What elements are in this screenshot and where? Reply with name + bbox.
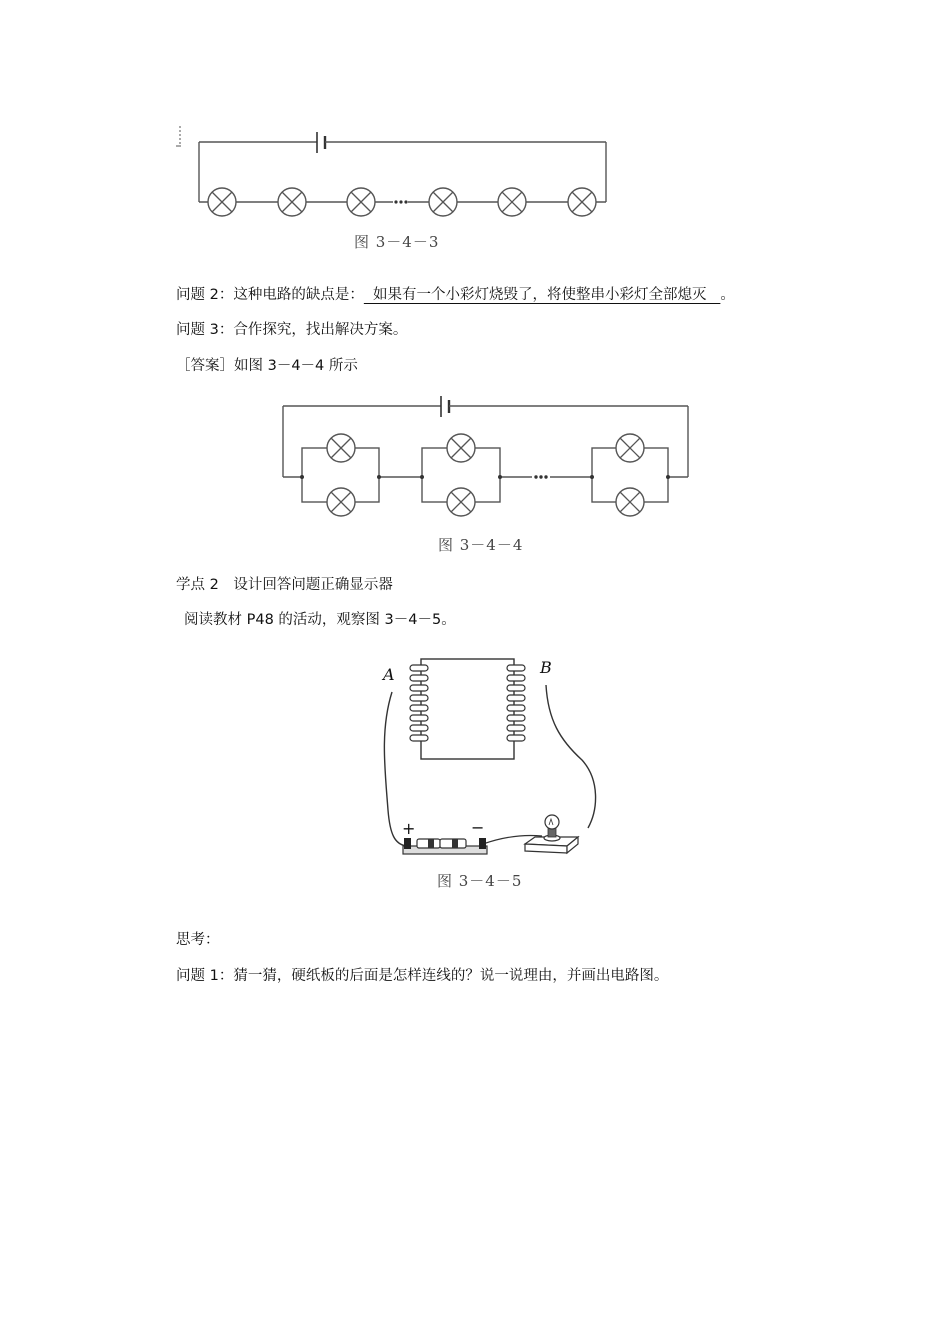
positive-sign: + <box>402 819 416 838</box>
lamp-icon <box>616 434 644 462</box>
cardboard <box>421 659 514 759</box>
figure-3-4-4 <box>0 390 950 560</box>
lamp-icon <box>429 188 457 216</box>
series-circuit-diagram <box>0 0 950 260</box>
figure-caption: 图 3－4－5 <box>437 872 523 890</box>
terminal-label-a: A <box>383 665 395 684</box>
question-2-answer: 如果有一个小彩灯烧毁了，将使整串小彩灯全部熄灭 <box>363 287 721 303</box>
lamp-icon <box>498 188 526 216</box>
wire-b <box>546 685 596 828</box>
question-2-prefix: 问题 2：这种电路的缺点是： <box>176 287 364 303</box>
question-2 <box>176 286 735 304</box>
lamp-icon <box>278 188 306 216</box>
question-2-suffix: 。 <box>720 287 735 303</box>
figure-caption: 图 3－4－4 <box>438 536 524 554</box>
lamp-icon <box>616 488 644 516</box>
lamp-icon <box>347 188 375 216</box>
figure-caption: 图 3－4－3 <box>354 233 440 251</box>
light-bulb-icon <box>525 815 578 853</box>
answer-line: ［答案］如图 3－4－4 所示 <box>176 358 358 374</box>
section-heading: 学点 2 设计回答问题正确显示器 <box>176 577 393 593</box>
question-1: 问题 1：猜一猜，硬纸板的后面是怎样连线的？说一说理由，并画出电路图。 <box>176 968 669 984</box>
lamp-icon <box>568 188 596 216</box>
lamp-icon <box>208 188 236 216</box>
question-3: 问题 3：合作探究，找出解决方案。 <box>176 322 408 338</box>
terminal-label-b: B <box>540 658 552 677</box>
lamp-icon <box>447 488 475 516</box>
lamp-icon <box>327 434 355 462</box>
figure-3-4-5 <box>0 650 950 890</box>
lamp-icon <box>327 488 355 516</box>
reading-instruction: 阅读教材 P48 的活动，观察图 3－4－5。 <box>184 612 456 628</box>
battery-holder-icon <box>403 838 487 854</box>
think-label: 思考： <box>176 932 220 948</box>
lamp-icon <box>447 434 475 462</box>
answer-display-illustration <box>0 650 950 890</box>
negative-sign: − <box>471 818 485 837</box>
figure-3-4-3 <box>0 0 950 260</box>
